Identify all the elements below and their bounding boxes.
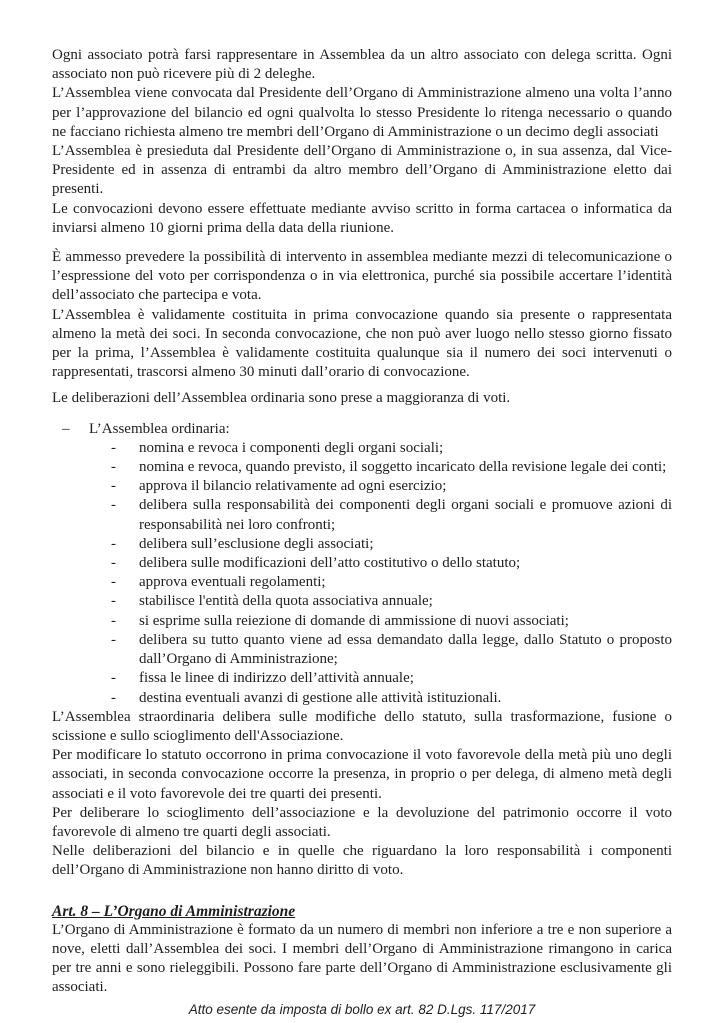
list-header: L’Assemblea ordinaria: — [89, 420, 230, 437]
list-item — [111, 535, 672, 554]
list-item-text: fissa le linee di indirizzo dell’attività annuale; — [139, 670, 414, 687]
list-item — [111, 477, 672, 496]
dash-bullet: - — [111, 555, 116, 572]
paragraph-deleghe: Ogni associato potrà farsi rappresentare in Assemblea da un altro associato con delega scritta. Ogni associato non può ricevere più di 2 deleghe. — [52, 47, 672, 83]
list-item-text: si esprime sulla reiezione di domande di ammissione di nuovi associati; — [139, 612, 569, 629]
list-header-row — [62, 420, 672, 439]
list-item — [111, 592, 672, 611]
list-item-text: approva eventuali regolamenti; — [139, 574, 326, 591]
dash-bullet: - — [111, 535, 116, 552]
list-item-text: delibera sull’esclusione degli associati; — [139, 535, 374, 552]
list-item — [111, 458, 672, 477]
list-item-text: nomina e revoca, quando previsto, il soggetto incaricato della revisione legale dei conti; — [139, 459, 667, 476]
paragraph-modifica-statuto: Per modificare lo statuto occorrono in prima convocazione il voto favorevole della metà più uno degli associati, in seconda convocazione occorre la presenza, in proprio o per delega, di almeno metà degli associati e il voto favorevole dei tre quarti dei presenti. — [52, 747, 672, 802]
list-item-text: stabilisce l'entità della quota associativa annuale; — [139, 593, 433, 610]
dash-bullet: - — [111, 670, 116, 687]
dash-bullet: - — [111, 689, 116, 706]
dash-bullet: - — [111, 459, 116, 476]
paragraph-telecomunicazione: È ammesso prevedere la possibilità di intervento in assemblea mediante mezzi di telecomunicazione o l’espressione del voto per corrispondenza o in via elettronica, purché sia possibile accertare l’identità dell’associato che partecipa e vota. — [52, 249, 672, 304]
paragraph-assemblea-straordinaria: L’Assemblea straordinaria delibera sulle modifiche dello statuto, sulla trasformazione, fusione o scissione e sullo scioglimento dell'Associazione. — [52, 708, 672, 744]
article-8-heading: Art. 8 – L’Organo di Amministrazione — [52, 902, 296, 920]
list-item-text: approva il bilancio relativamente ad ogni esercizio; — [139, 478, 447, 495]
list-item — [111, 612, 672, 631]
dash-bullet: - — [111, 593, 116, 610]
paragraph-deliberazioni-maggioranza: Le deliberazioni dell’Assemblea ordinaria sono prese a maggioranza di voti. — [52, 390, 511, 407]
list-item-text: delibera su tutto quanto viene ad essa demandato dalla legge, dallo Statuto o proposto dall’Organo di Amministrazione; — [139, 631, 672, 668]
dash-bullet: - — [111, 478, 116, 495]
list-item-text: destina eventuali avanzi di gestione alle attività istituzionali. — [139, 689, 502, 706]
paragraph-organo-amministrazione: L’Organo di Amministrazione è formato da un numero di membri non inferiore a tre e non superiore a nove, eletti dall’Assemblea dei soci. I membri dell’Organo di Amministrazione rimangono in carica per tre anni e sono rieleggibili. Possono fare parte dell’Organo di Amministrazione esclusivamente gli associati. — [52, 921, 672, 996]
list-item — [111, 496, 672, 534]
blank-line — [52, 382, 672, 389]
list-item — [111, 439, 672, 458]
list-item — [111, 554, 672, 573]
list-item — [111, 689, 672, 708]
dash-bullet: - — [111, 439, 116, 456]
dash-bullet: - — [111, 574, 116, 591]
blank-line — [52, 409, 672, 420]
dash-bullet: - — [111, 497, 116, 514]
list-item — [111, 573, 672, 592]
paragraph-costituzione-assemblea: L’Assemblea è validamente costituita in prima convocazione quando sia presente o rappresentata almeno la metà dei soci. In seconda convocazione, che non può aver luogo nello stesso giorno fissato per la prima, l’Assemblea è validamente costituita qualunque sia il numero dei soci intervenuti o rappresentati, trascorsi almeno 30 minuti dall’orario di convocazione. — [52, 306, 672, 381]
list-item-text: delibera sulla responsabilità dei componenti degli organi sociali e promuove azioni di responsabilità nei loro confronti; — [139, 497, 672, 533]
paragraph-presidenza-assemblea: L’Assemblea è presieduta dal Presidente dell’Organo di Amministrazione o, in sua assenza, dal Vice-Presidente ed in assenza di entrambi da altro membro dell’Organo di Amministrazione eletto dai presenti. — [52, 143, 672, 198]
dash-bullet: – — [62, 420, 70, 437]
dash-bullet: - — [111, 612, 116, 629]
footer-note: Atto esente da imposta di bollo ex art. 82 D.Lgs. 117/2017 — [188, 1001, 536, 1017]
list-item — [111, 631, 672, 669]
paragraph-diritto-di-voto: Nelle deliberazioni del bilancio e in quelle che riguardano la loro responsabilità i componenti dell’Organo di Amministrazione non hanno diritto di voto. — [52, 843, 672, 879]
dash-bullet: - — [111, 631, 116, 648]
paragraph-convocazione-assemblea: L’Assemblea viene convocata dal Presidente dell’Organo di Amministrazione almeno una volta l’anno per l’approvazione del bilancio ed ogni qualvolta lo stesso Presidente lo ritenga necessario o quando ne facciano richiesta almeno tre membri dell’Organo di Amministrazione o un decimo degli associati — [52, 85, 672, 140]
list-item — [111, 669, 672, 688]
paragraph-avviso-convocazioni: Le convocazioni devono essere effettuate mediante avviso scritto in forma cartacea o informatica da inviarsi almeno 10 giorni prima della data della riunione. — [52, 200, 672, 236]
blank-line — [52, 238, 672, 248]
list-item-text: nomina e revoca i componenti degli organi sociali; — [139, 439, 444, 456]
list-item-text: delibera sulle modificazioni dell’atto costitutivo o dello statuto; — [139, 555, 521, 572]
paragraph-scioglimento: Per deliberare lo scioglimento dell’associazione e la devoluzione del patrimonio occorre il voto favorevole di almeno tre quarti degli associati. — [52, 804, 672, 840]
blank-line — [52, 881, 672, 902]
